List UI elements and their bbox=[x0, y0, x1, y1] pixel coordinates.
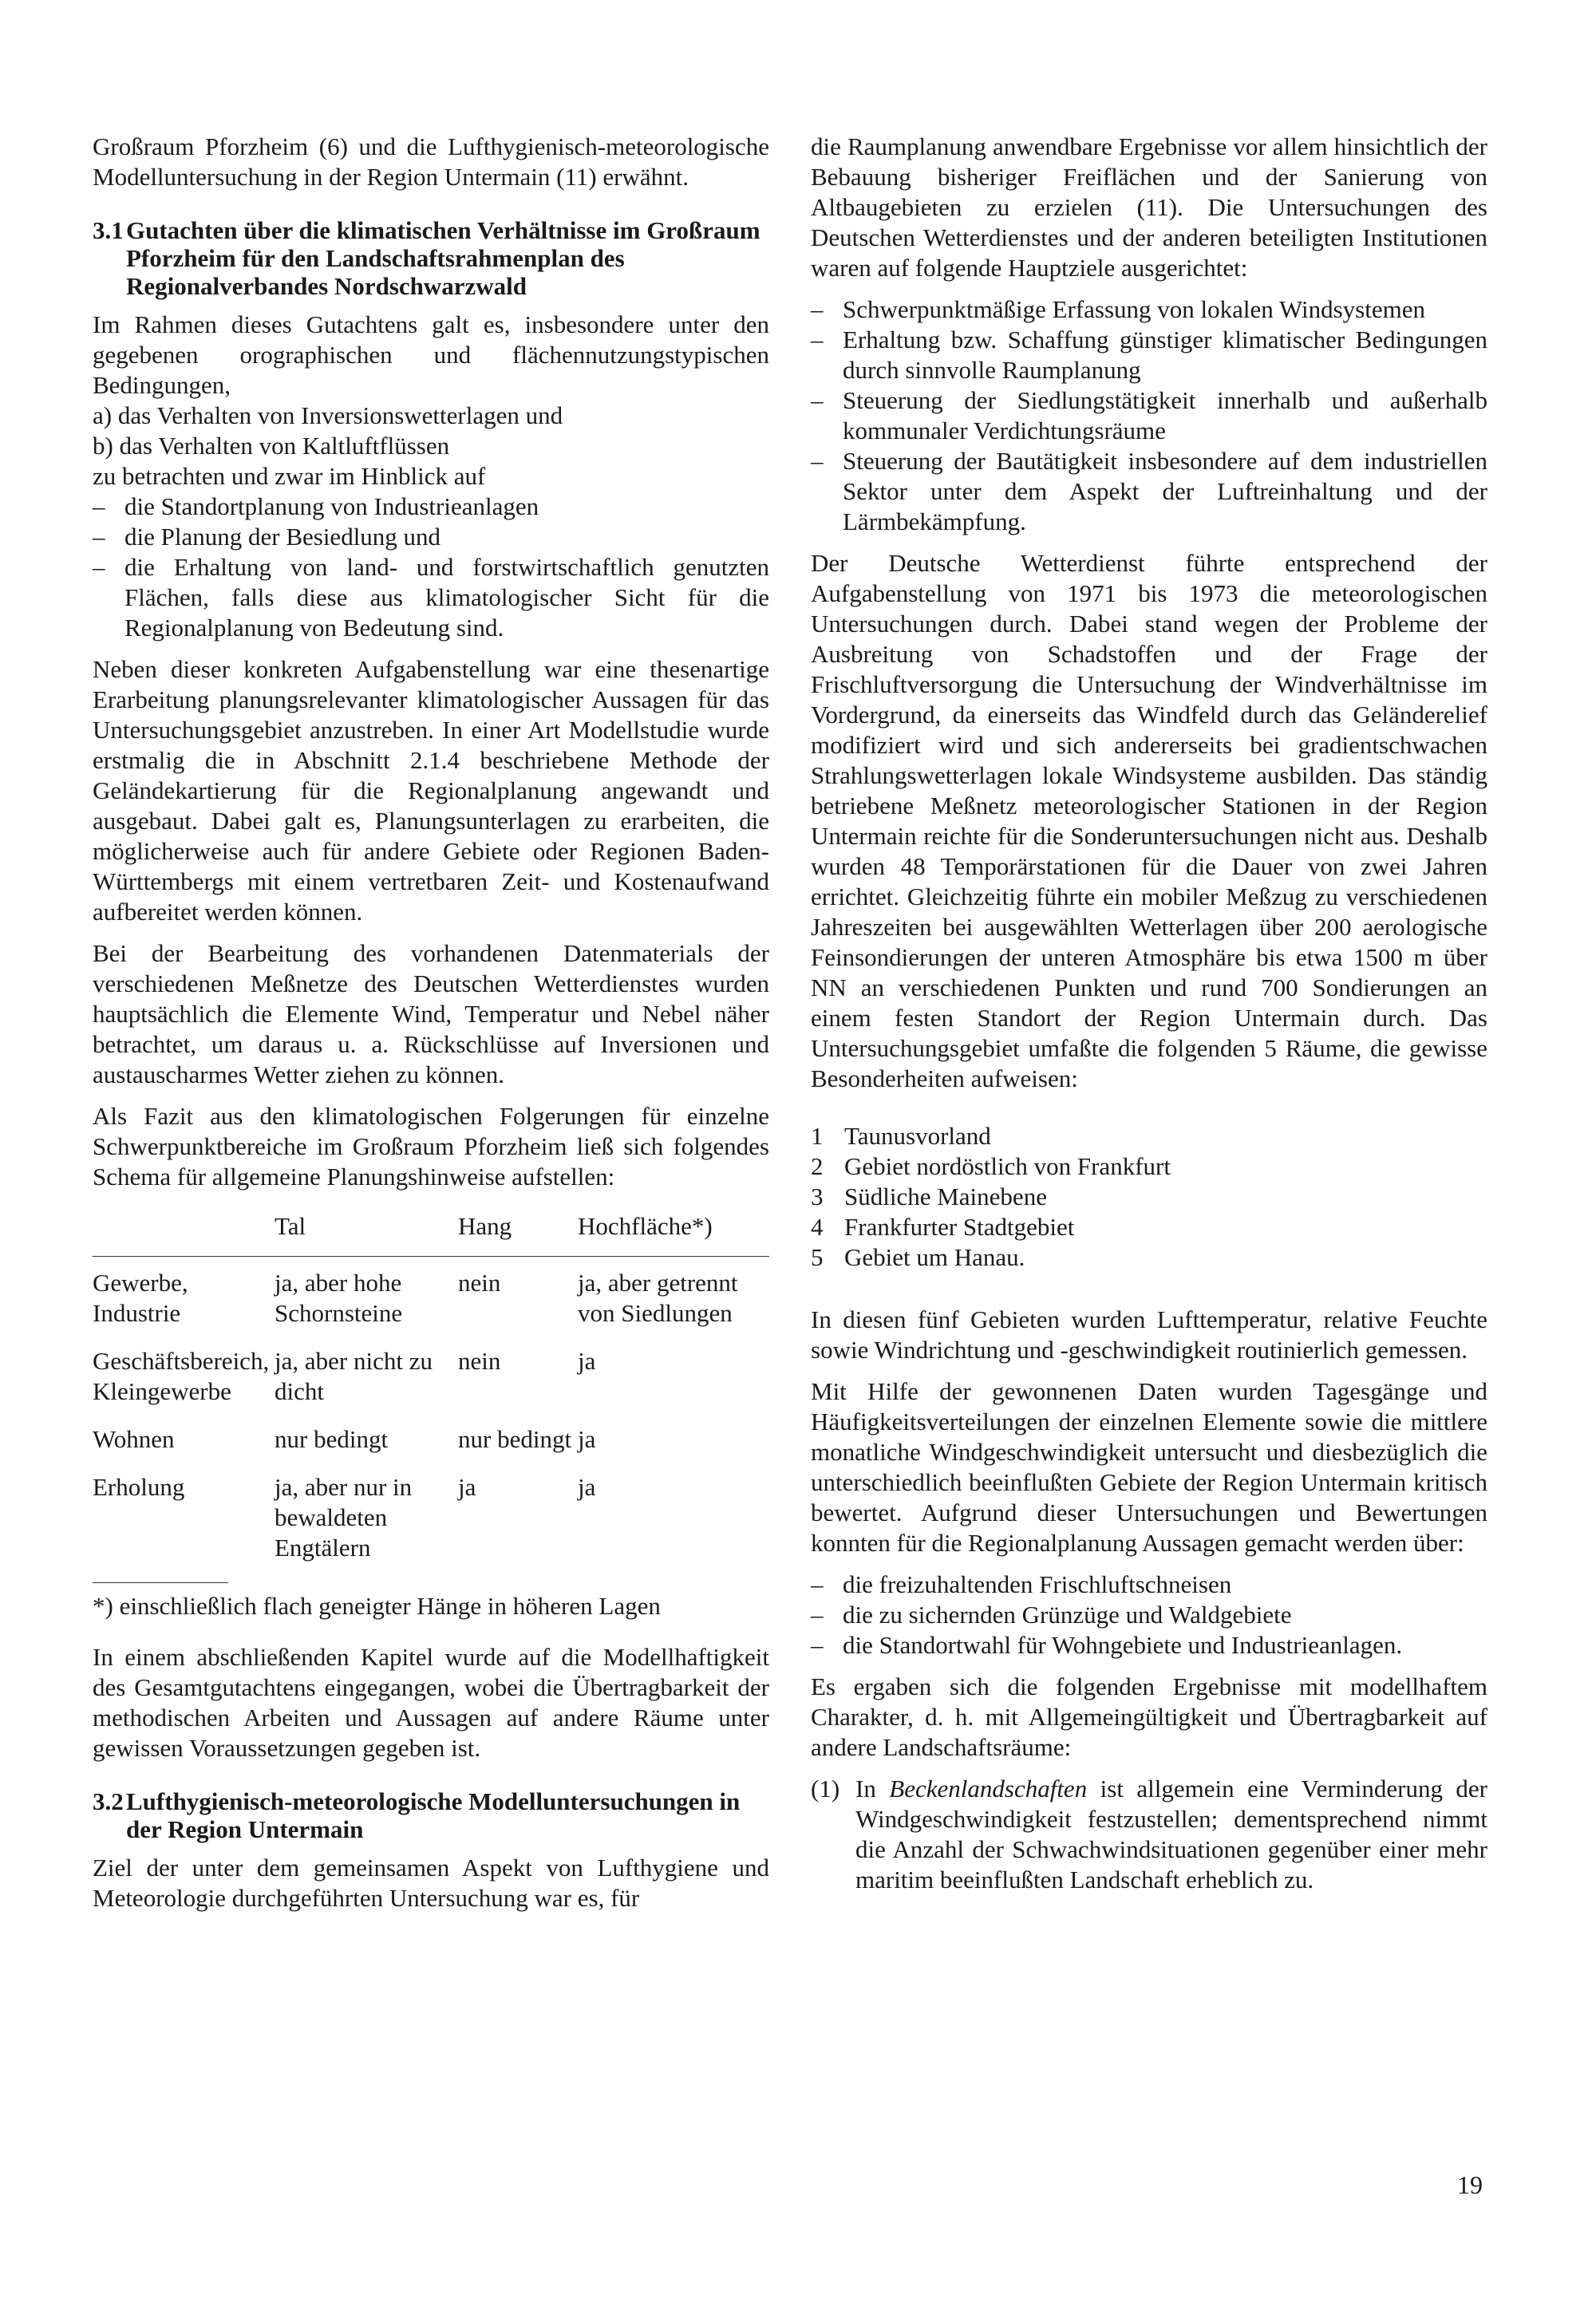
table-cell: nur bedingt bbox=[275, 1425, 389, 1453]
item-label: Gebiet nordöstlich von Frankfurt bbox=[844, 1152, 1171, 1180]
table-footnote: *) einschließlich flach geneigter Hänge in höheren Lagen bbox=[93, 1592, 661, 1620]
table-cell: ja, aber nur in bewaldeten Engtälern bbox=[275, 1473, 413, 1562]
study-areas-list bbox=[811, 1121, 1487, 1273]
table-header: Hang bbox=[458, 1205, 578, 1257]
section-3-1-paragraph-3: Bei der Bearbeitung des vorhandenen Datenmaterials der verschiedenen Meßnetze des Deutschen Wetterdienstes wurden hauptsächlich die Elemente Wind, Temperatur und Nebel näher betrachtet, um daraus u. a. Rückschlüsse auf Inversionen und austauscharmes Wetter ziehen zu können. bbox=[93, 939, 769, 1088]
result-term: Beckenlandschaften bbox=[889, 1775, 1088, 1803]
list-item: – die Standortplanung von Industrieanlagen bbox=[93, 492, 769, 522]
list-item: – die Standortwahl für Wohngebiete und Industrieanlagen. bbox=[811, 1630, 1487, 1661]
section-number: 3.2 bbox=[93, 1787, 124, 1815]
table-cell: nur bedingt bbox=[458, 1425, 572, 1453]
paragraph-line: a) das Verhalten von Inversionswetterlagen und bbox=[93, 401, 563, 429]
paragraph-line: Im Rahmen dieses Gutachtens galt es, insbesondere unter den gegebenen orographischen und flächennutzungstypischen Bedingungen, bbox=[93, 310, 769, 399]
right-paragraph-1: die Raumplanung anwendbare Ergebnisse vor allem hinsichtlich der Bebauung bisheriger Freiflächen und der Sanierung von Altbaugebieten zu erzielen (11). Die Untersuchungen des Deutschen Wetterdienstes und der anderen beteiligten Institutionen waren auf folgende Hauptziele ausgerichtet: bbox=[811, 132, 1487, 282]
list-item: – die freizuhaltenden Frischluftschneisen bbox=[811, 1570, 1487, 1600]
right-paragraph-3: In diesen fünf Gebieten wurden Lufttemperatur, relative Feuchte sowie Windrichtung und -geschwindigkeit routinierlich gemessen. bbox=[811, 1305, 1487, 1364]
table-cell: Geschäftsbereich, Kleingewerbe bbox=[93, 1347, 270, 1405]
result-text-body: ist allgemein eine Verminderung der Windgeschwindigkeit festzustellen; dementsprechend nimmt die Anzahl der Schwachwindsituationen gegenüber einer mehr maritim beeinflußten Landschaft erheblich zu. bbox=[855, 1775, 1488, 1893]
table-row bbox=[93, 1335, 769, 1413]
table-cell: ja, aber nicht zu dicht bbox=[275, 1347, 433, 1405]
table-cell: ja bbox=[578, 1473, 596, 1501]
planning-statements-list bbox=[811, 1570, 1487, 1661]
section-3-2-heading bbox=[93, 1787, 769, 1843]
result-text-lead: In bbox=[855, 1775, 890, 1803]
section-title: Lufthygienisch-meteorologische Modelluntersuchungen in der Region Untermain bbox=[126, 1787, 741, 1843]
result-text bbox=[855, 1774, 1487, 1895]
table-cell: nein bbox=[458, 1347, 501, 1375]
result-number: (1) bbox=[811, 1775, 840, 1803]
planning-schema-table bbox=[93, 1205, 769, 1570]
section-number: 3.1 bbox=[93, 216, 124, 244]
table-cell: ja, aber getrennt von Siedlungen bbox=[578, 1269, 738, 1327]
table-cell: Gewerbe, Industrie bbox=[93, 1269, 188, 1327]
table-header: Tal bbox=[275, 1205, 458, 1257]
section-3-1-heading bbox=[93, 216, 769, 300]
list-item: – die Planung der Besiedlung und bbox=[93, 522, 769, 552]
planning-aspects-list bbox=[93, 492, 769, 643]
right-paragraph-2: Der Deutsche Wetterdienst führte entsprechend der Aufgabenstellung von 1971 bis 1973 die meteorologischen Untersuchungen durch. Dabei stand wegen der Probleme der Ausbreitung von Schadstoffen und der Frage der Frischluftversorgung die Untersuchung der Windverhältnisse im Vordergrund, da einerseits das Windfeld durch das Geländerelief modifiziert wird und sich andererseits bei gradientschwachen Strahlungswetterlagen lokale Windsysteme ausbilden. Das ständig betriebene Meßnetz meteorologischer Stationen in der Region Untermain reichte für die Sonderuntersuchungen nicht aus. Deshalb wurden 48 Temporärstationen für die Dauer von zwei Jahren errichtet. Gleichzeitig führte ein mobiler Meßzug zu verschiedenen Jahreszeiten bei ausgewählten Wetterlagen über 200 aerologische Feinsondierungen der unteren Atmosphäre bis etwa 1500 m über NN an verschiedenen Punkten und rund 700 Sondierungen an einem festen Standort der Region Untermain durch. Das Untersuchungsgebiet umfaßte die folgenden 5 Räume, die gewisse Besonderheiten aufweisen: bbox=[811, 549, 1487, 1092]
list-item: – Schwerpunktmäßige Erfassung von lokalen Windsystemen bbox=[811, 294, 1487, 325]
table-header-row bbox=[93, 1205, 769, 1257]
item-label: Südliche Mainebene bbox=[844, 1183, 1047, 1210]
list-item: – Steuerung der Bautätigkeit insbesondere auf dem industriellen Sektor unter dem Aspekt der Luftreinhaltung und der Lärmbekämpfung. bbox=[811, 446, 1487, 537]
list-item bbox=[811, 1182, 1487, 1212]
item-number: 1 bbox=[811, 1122, 824, 1150]
table-header: Hochfläche*) bbox=[578, 1205, 769, 1257]
item-label: Taunusvorland bbox=[844, 1122, 991, 1150]
item-number: 2 bbox=[811, 1152, 824, 1180]
list-item: – die Erhaltung von land- und forstwirtschaftlich genutzten Flächen, falls diese aus klimatologischer Sicht für die Regionalplanung von Bedeutung sind. bbox=[93, 552, 769, 643]
item-label: Gebiet um Hanau. bbox=[844, 1243, 1025, 1271]
list-item: – Steuerung der Siedlungstätigkeit innerhalb und außerhalb kommunaler Verdichtungsräume bbox=[811, 385, 1487, 446]
item-label: Frankfurter Stadtgebiet bbox=[844, 1213, 1075, 1241]
list-item bbox=[811, 1242, 1487, 1273]
table-cell: Wohnen bbox=[93, 1425, 175, 1453]
table-cell: ja bbox=[578, 1347, 596, 1375]
list-item bbox=[811, 1151, 1487, 1182]
list-item: – Erhaltung bzw. Schaffung günstiger klimatischer Bedingungen durch sinnvolle Raumplanung bbox=[811, 325, 1487, 385]
intro-paragraph: Großraum Pforzheim (6) und die Lufthygienisch-meteorologische Modelluntersuchung in der Region Untermain (11) erwähnt. bbox=[93, 132, 769, 191]
left-column bbox=[93, 132, 769, 1925]
paragraph-line: b) das Verhalten von Kaltluftflüssen bbox=[93, 432, 450, 460]
footnote-divider bbox=[93, 1582, 228, 1583]
section-3-1-paragraph-4: Als Fazit aus den klimatologischen Folgerungen für einzelne Schwerpunktbereiche im Großraum Pforzheim ließ sich folgendes Schema für allgemeine Planungshinweise aufstellen: bbox=[93, 1102, 769, 1191]
item-number: 4 bbox=[811, 1213, 824, 1241]
result-item bbox=[811, 1774, 1487, 1895]
right-paragraph-4: Mit Hilfe der gewonnenen Daten wurden Tagesgänge und Häufigkeitsverteilungen der einzelnen Elemente sowie die mittlere monatliche Windgeschwindigkeit untersucht und diesbezüglich die unterschiedlich beeinflußten Gebiete der Region Untermain kritisch bewertet. Aufgrund dieser Untersuchungen und Bewertungen konnten für die Regionalplanung Aussagen gemacht werden über: bbox=[811, 1377, 1487, 1557]
section-title: Gutachten über die klimatischen Verhältnisse im Großraum Pforzheim für den Landschaftsrahmenplan des Regionalverbandes Nordschwarzwald bbox=[126, 216, 760, 300]
right-paragraph-5: Es ergaben sich die folgenden Ergebnisse mit modellhaftem Charakter, d. h. mit Allgemeingültigkeit und Übertragbarkeit auf andere Landschaftsräume: bbox=[811, 1672, 1487, 1761]
section-3-1-paragraph-2: Neben dieser konkreten Aufgabenstellung war eine thesenartige Erarbeitung planungsrelevanter klimatologischer Aussagen für das Untersuchungsgebiet anzustreben. In einer Art Modellstudie wurde erstmalig die in Abschnitt 2.1.4 beschriebene Methode der Geländekartierung für die Regionalplanung angewandt und ausgebaut. Dabei galt es, Planungsunterlagen zu erarbeiten, die möglicherweise auch für andere Gebiete oder Regionen Baden-Württembergs mit einem vertretbaren Zeit- und Kostenaufwand aufbereitet werden können. bbox=[93, 655, 769, 926]
section-3-1-paragraph-1 bbox=[93, 310, 769, 492]
section-3-2-paragraph-1: Ziel der unter dem gemeinsamen Aspekt von Lufthygiene und Meteorologie durchgeführten Untersuchung war es, für bbox=[93, 1854, 769, 1912]
list-item: – die zu sichernden Grünzüge und Waldgebiete bbox=[811, 1600, 1487, 1630]
table-cell: ja, aber hohe Schornsteine bbox=[275, 1269, 403, 1327]
right-column bbox=[811, 132, 1487, 1895]
table-row bbox=[93, 1257, 769, 1336]
table-row bbox=[93, 1413, 769, 1461]
table-header bbox=[93, 1205, 275, 1257]
table-cell: Erholung bbox=[93, 1473, 185, 1501]
list-item bbox=[811, 1212, 1487, 1242]
table-cell: nein bbox=[458, 1269, 501, 1297]
paragraph-line: zu betrachten und zwar im Hinblick auf bbox=[93, 462, 486, 490]
section-3-1-paragraph-5: In einem abschließenden Kapitel wurde auf die Modellhaftigkeit des Gesamtgutachtens eingegangen, wobei die Übertragbarkeit der methodischen Arbeiten und Aussagen auf andere Räume unter gewissen Voraussetzungen gegeben ist. bbox=[93, 1643, 769, 1762]
table-row bbox=[93, 1461, 769, 1570]
item-number: 5 bbox=[811, 1243, 824, 1271]
list-item bbox=[811, 1121, 1487, 1151]
table-cell: ja bbox=[578, 1425, 596, 1453]
main-goals-list bbox=[811, 294, 1487, 537]
page-number: 19 bbox=[1457, 2170, 1483, 2199]
table-cell: ja bbox=[458, 1473, 476, 1501]
item-number: 3 bbox=[811, 1183, 824, 1210]
